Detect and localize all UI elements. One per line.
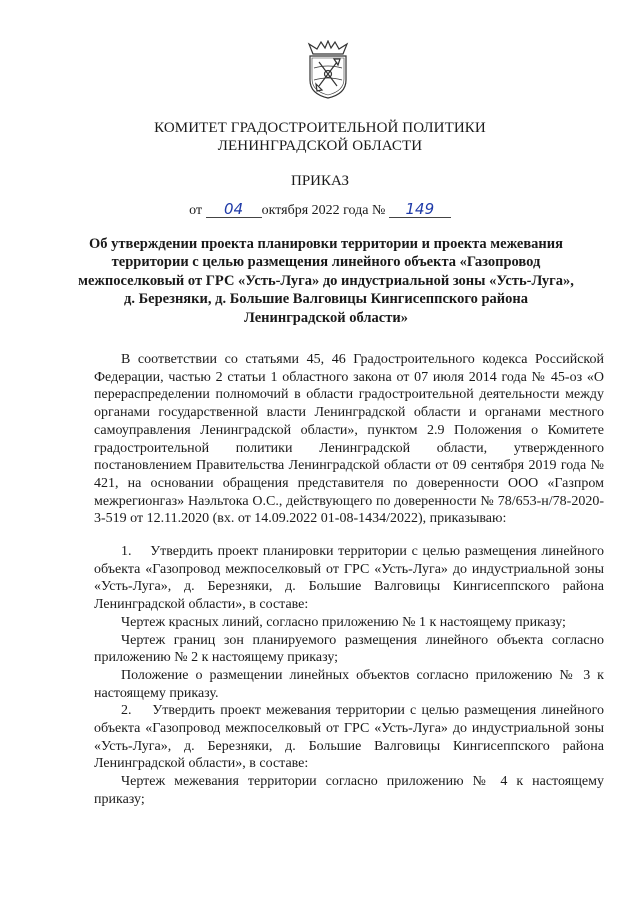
document-type: ПРИКАЗ xyxy=(291,173,349,189)
title-line: д. Березняки, д. Большие Валговицы Кингисеппского района xyxy=(124,291,528,308)
order-body xyxy=(94,351,604,809)
committee-line-1: КОМИТЕТ ГРАДОСТРОИТЕЛЬНОЙ ПОЛИТИКИ xyxy=(154,120,486,136)
date-middle: октября 2022 года № xyxy=(261,203,386,218)
title-line: межпоселковый от ГРС «Усть-Луга» до индустриальной зоны «Усть-Луга», xyxy=(78,272,574,289)
item-1-subitem-1: Чертеж красных линий, согласно приложению № 1 к настоящему приказу; xyxy=(121,614,566,630)
order-title xyxy=(52,235,600,327)
item-2-subitem-1: Чертеж межевания территории согласно приложению № 4 к настоящему приказу; xyxy=(94,774,604,807)
order-date-line xyxy=(0,201,640,219)
coat-of-arms-emblem-icon xyxy=(305,40,351,100)
preamble-paragraph: В соответствии со статьями 45, 46 Градостроительного кодекса Российской Федерации, частью 2 статьи 1 областного закона от 07 июля 2014 года № 45-оз «О перераспределении полномочий в области градостроительной деятельности между органами государственной власти Ленинградской области и органами местного самоуправления Ленинградской области», пунктом 2.9 Положения о Комитете градостроительной политики Ленинградской области, утвержденного постановлением Правительства Ленинградской области от 09 сентября 2019 года № 421, на основании обращения представителя по доверенности ООО «Газпром межрегионгаз» Наэльтока О.С., действующего по доверенности № 78/653-н/78-2020-3-519 от 12.11.2020 (вх. от 14.09.2022 01-08-1434/2022), приказываю: xyxy=(94,352,604,527)
handwritten-order-number: 149 xyxy=(389,201,451,218)
committee-name xyxy=(0,119,640,155)
title-line: Об утверждении проекта планировки территории и проекта межевания xyxy=(89,236,563,252)
date-prefix: от xyxy=(189,203,203,218)
item-1-subitem-2: Чертеж границ зон планируемого размещения линейного объекта согласно приложению № 2 к настоящему приказу; xyxy=(94,632,604,666)
title-line: территории с целью размещения линейного объекта «Газопровод xyxy=(111,254,541,271)
title-line: Ленинградской области» xyxy=(244,309,408,326)
committee-line-2: ЛЕНИНГРАДСКОЙ ОБЛАСТИ xyxy=(217,138,423,154)
item-2-paragraph: 2. Утвердить проект межевания территории с целью размещения линейного объекта «Газопровод межпоселковый от ГРС «Усть-Луга» до индустриальной зоны «Усть-Луга», д. Березняки, д. Большие Валговицы Кингисеппского района Ленинградской области», в составе: xyxy=(94,703,604,772)
item-1-subitem-3: Положение о размещении линейных объектов согласно приложению № 3 к настоящему приказу. xyxy=(94,667,604,701)
handwritten-day: 04 xyxy=(206,201,262,218)
item-1-paragraph: 1. Утвердить проект планировки территории с целью размещения линейного объекта «Газопровод межпоселковый от ГРС «Усть-Луга» до индустриальной зоны «Усть-Луга», д. Березняки, д. Большие Валговицы Кингисеппского района Ленинградской области», в составе: xyxy=(94,544,604,613)
